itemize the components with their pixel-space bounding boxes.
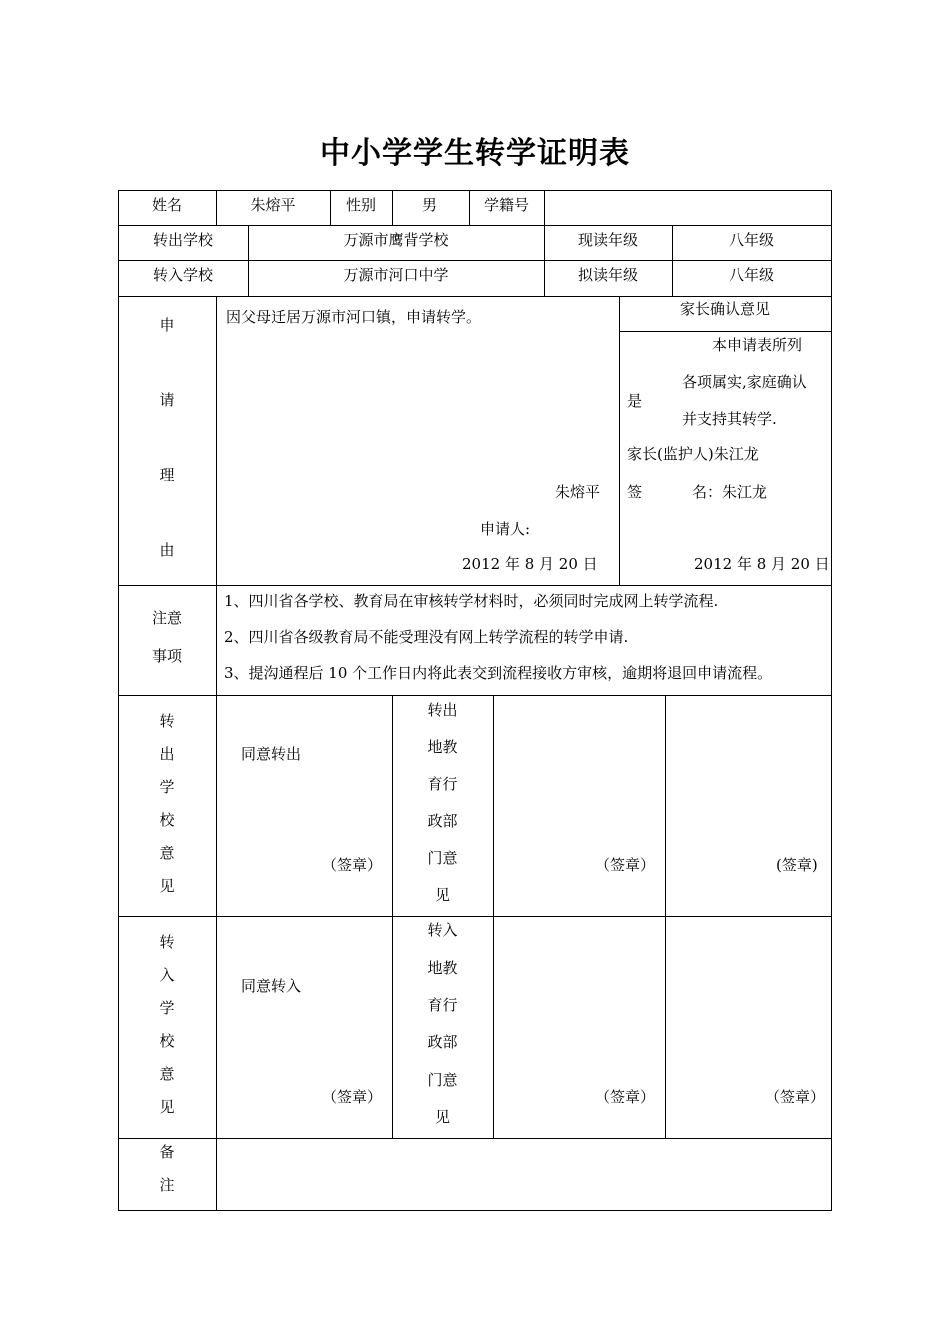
out-opinion-label-char: 意 [159, 844, 175, 862]
application-label-char: 理 [159, 466, 175, 484]
row-divider [118, 1138, 832, 1139]
application-date: 2012 年 8 月 20 日 [462, 555, 598, 573]
col-divider [619, 296, 620, 586]
out-bureau-label-line: 政部 [427, 812, 458, 830]
in-bureau-seal: （签章） [595, 1088, 656, 1106]
out-bureau-seal: （签章） [595, 856, 656, 874]
in-bureau-label-line: 育行 [427, 996, 458, 1014]
table-border-right [831, 190, 832, 1211]
application-label-char: 申 [159, 316, 175, 334]
table-border-bottom [118, 1210, 832, 1211]
out-opinion-label-char: 转 [159, 712, 175, 730]
gender-label: 性别 [345, 196, 376, 214]
in-opinion-text: 同意转入 [241, 977, 302, 995]
applicant-label: 申请人: [480, 520, 531, 538]
note-item: 3、提沟通程后 10 个工作日内将此表交到流程接收方审核，逾期将退回申请流程。 [224, 664, 773, 682]
in-bureau-label-line: 政部 [427, 1033, 458, 1051]
in-school-label: 转入学校 [152, 266, 213, 284]
col-divider [216, 585, 217, 1211]
name-value: 朱熔平 [250, 196, 296, 214]
out-opinion-seal: （签章） [322, 856, 383, 874]
out-third-seal: (签章) [776, 856, 818, 874]
row-divider [118, 916, 832, 917]
notes-label-line1: 注意 [151, 609, 182, 627]
out-school-label: 转出学校 [152, 231, 213, 249]
out-bureau-label-line: 转出 [427, 701, 458, 719]
in-bureau-label-line: 门意 [427, 1071, 458, 1089]
in-opinion-seal: （签章） [322, 1088, 383, 1106]
in-school-value: 万源市河口中学 [343, 266, 449, 284]
student-id-label: 学籍号 [483, 196, 529, 214]
in-bureau-label-line: 地教 [427, 959, 458, 977]
in-opinion-label-char: 意 [159, 1065, 175, 1083]
col-divider [493, 695, 494, 1139]
row-divider [118, 225, 832, 226]
in-opinion-label-char: 学 [159, 999, 175, 1017]
applicant-name: 朱熔平 [555, 483, 601, 501]
row-divider [118, 695, 832, 696]
in-opinion-label-char: 校 [159, 1032, 175, 1050]
sign-label: 签 [627, 483, 643, 501]
table-border-left [118, 190, 119, 1211]
application-label-char: 由 [159, 541, 175, 559]
application-reason: 因父母迁居万源市河口镇，申请转学。 [226, 308, 482, 326]
parent-title-divider [619, 331, 831, 332]
parent-confirm-line3: 并支持其转学. [682, 410, 777, 428]
col-divider [544, 190, 545, 226]
out-bureau-label-line: 门意 [427, 849, 458, 867]
current-grade-label: 现读年级 [577, 231, 638, 249]
row-divider [118, 296, 832, 297]
col-divider [392, 190, 393, 226]
gender-value: 男 [422, 196, 438, 214]
notes-label-line2: 事项 [151, 647, 182, 665]
in-opinion-label-char: 见 [159, 1098, 175, 1116]
sign-name: 名：朱江龙 [692, 483, 768, 501]
table-border-top [118, 190, 832, 191]
out-school-value: 万源市鹰背学校 [343, 231, 449, 249]
out-bureau-label-line: 地教 [427, 738, 458, 756]
parent-date: 2012 年 8 月 20 日 [694, 555, 830, 573]
application-label-char: 请 [159, 391, 175, 409]
planned-grade-value: 八年级 [728, 266, 774, 284]
current-grade-value: 八年级 [728, 231, 774, 249]
parent-confirm-title: 家长确认意见 [679, 300, 770, 318]
in-opinion-label-char: 转 [159, 933, 175, 951]
planned-grade-label: 拟读年级 [577, 266, 638, 284]
in-bureau-label-line: 转入 [427, 921, 458, 939]
parent-confirm-line2: 各项属实,家庭确认 [682, 373, 807, 391]
guardian-name: 家长(监护人)朱江龙 [627, 445, 759, 463]
name-label: 姓名 [151, 196, 182, 214]
in-bureau-label-line: 见 [434, 1108, 450, 1126]
row-divider [118, 260, 832, 261]
col-divider [216, 296, 217, 586]
parent-confirm-line1: 本申请表所列 [712, 336, 803, 354]
row-divider [118, 585, 832, 586]
remarks-label-char: 备 [159, 1143, 175, 1161]
out-opinion-label-char: 见 [159, 877, 175, 895]
out-bureau-label-line: 见 [434, 886, 450, 904]
note-item: 2、四川省各级教育局不能受理没有网上转学流程的转学申请. [224, 628, 629, 646]
out-bureau-label-line: 育行 [427, 775, 458, 793]
out-opinion-label-char: 出 [159, 745, 175, 763]
out-opinion-label-char: 校 [159, 811, 175, 829]
out-opinion-label-char: 学 [159, 778, 175, 796]
note-item: 1、四川省各学校、教育局在审核转学材料时，必须同时完成网上转学流程. [224, 592, 719, 610]
col-divider [665, 695, 666, 1139]
in-third-seal: （签章） [765, 1088, 826, 1106]
remarks-label-char: 注 [159, 1176, 175, 1194]
parent-confirm-shi: 是 [627, 392, 643, 410]
out-opinion-text: 同意转出 [241, 745, 302, 763]
in-opinion-label-char: 入 [159, 966, 175, 984]
page-title: 中小学学生转学证明表 [320, 136, 630, 171]
